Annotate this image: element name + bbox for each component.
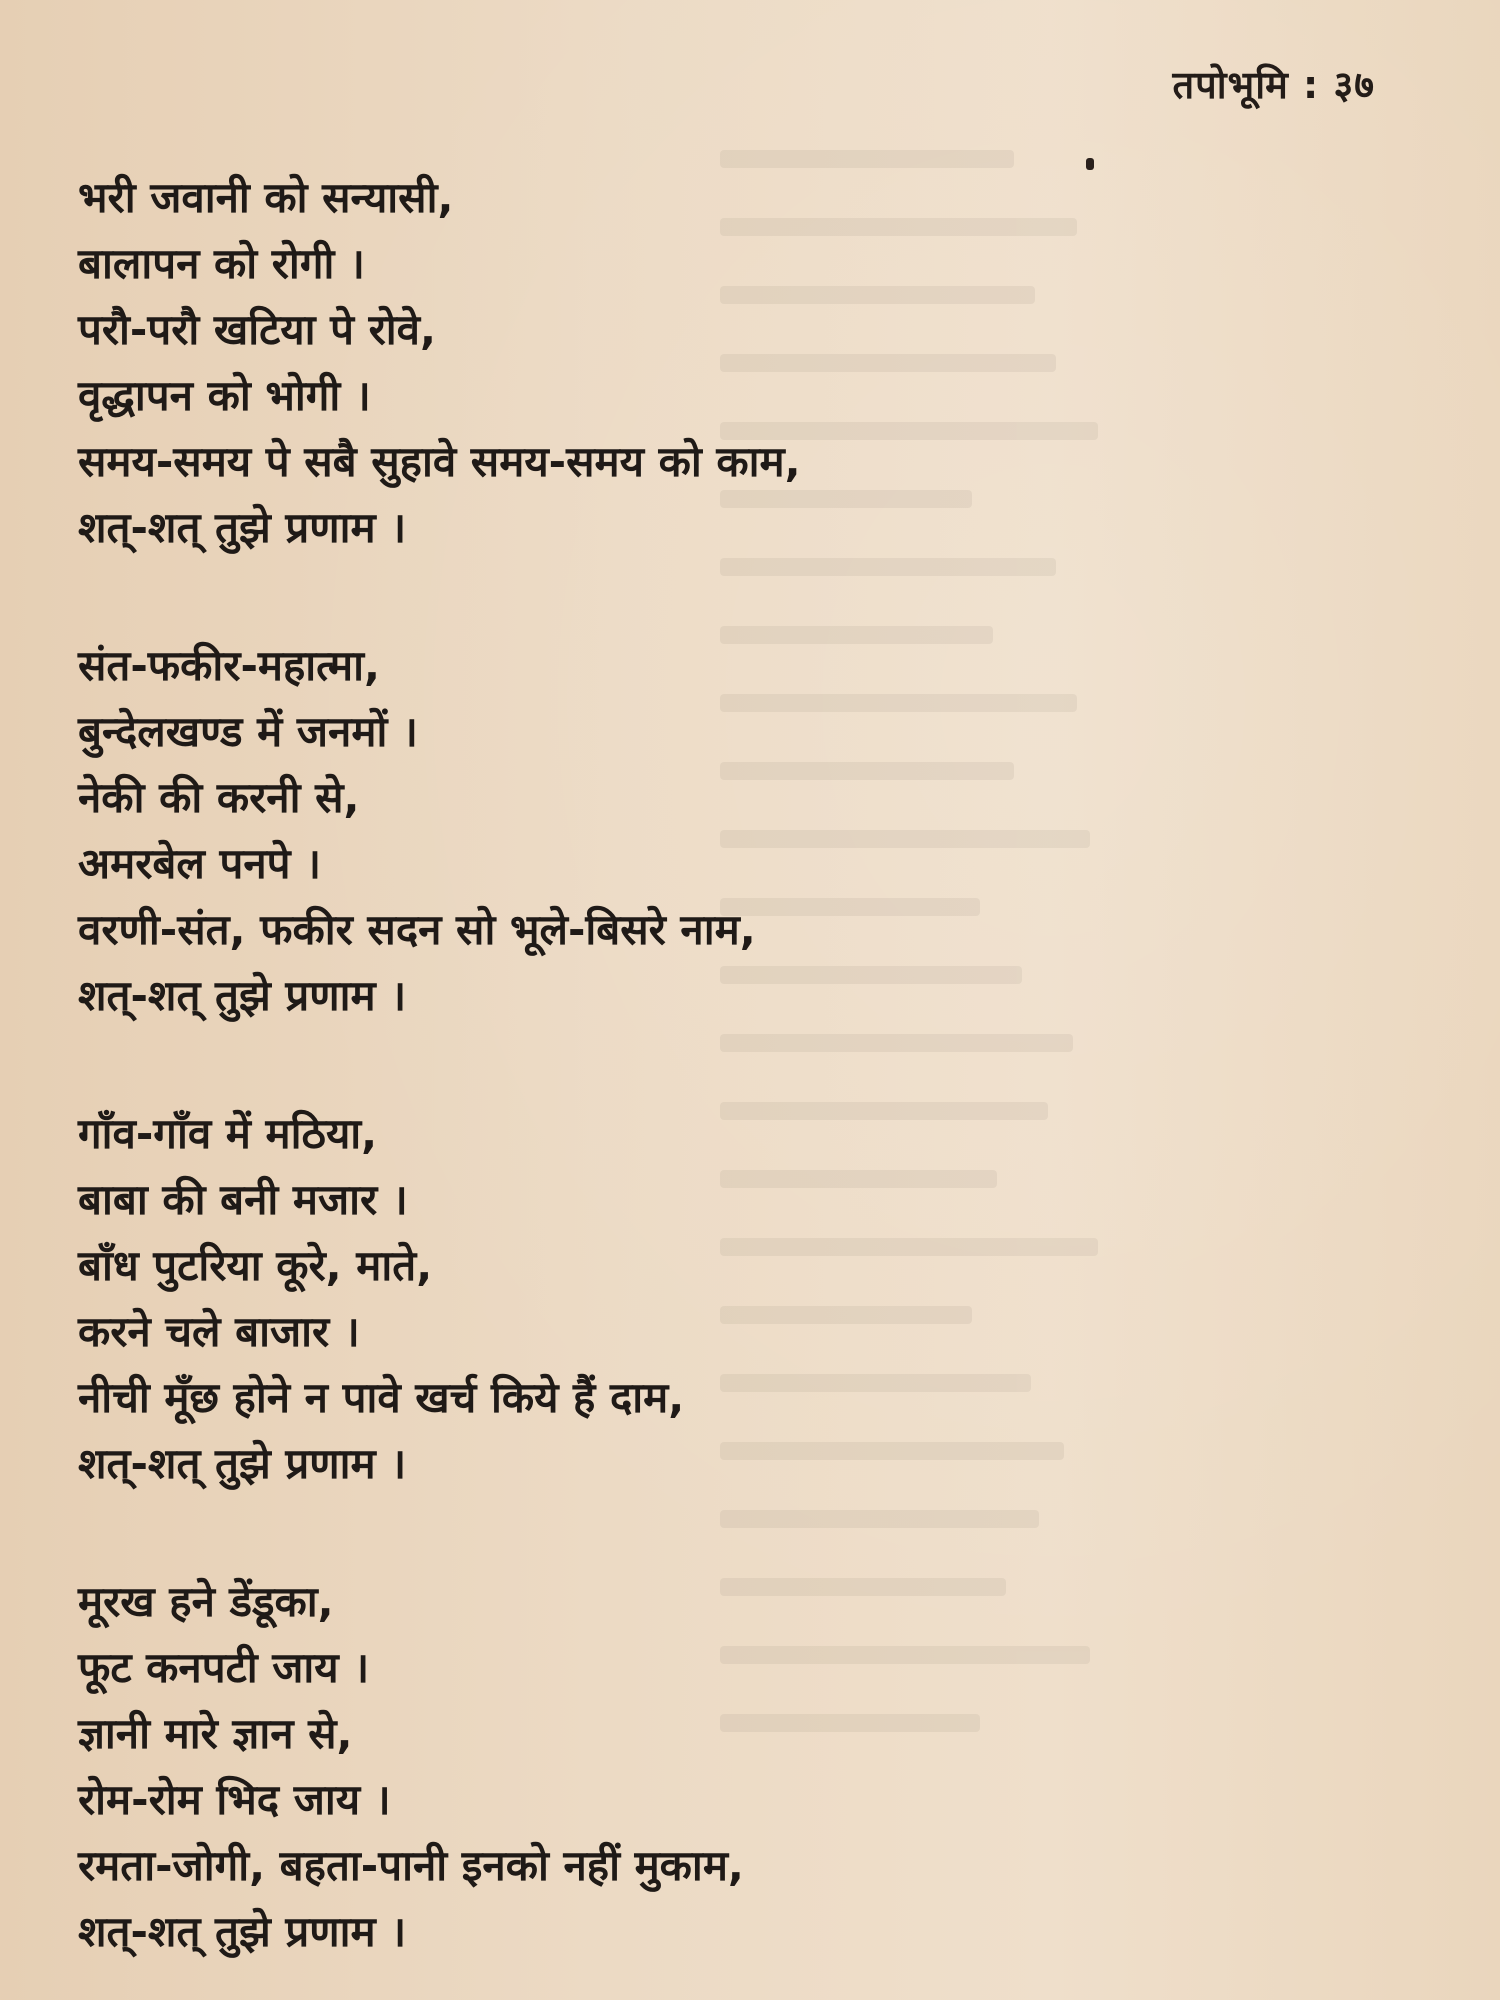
poem-line: वरणी-संत, फकीर सदन सो भूले-बिसरे नाम, xyxy=(78,905,756,954)
poem-refrain: शत्-शत् तुझे प्रणाम । xyxy=(78,1439,407,1488)
poem-refrain: शत्-शत् तुझे प्रणाम । xyxy=(78,1907,407,1956)
poem-line: संत-फकीर-महात्मा, xyxy=(78,641,380,690)
poem-line: बाबा की बनी मजार । xyxy=(78,1175,408,1224)
poem-line: करने चले बाजार । xyxy=(78,1307,360,1356)
poem-line: भरी जवानी को सन्यासी, xyxy=(78,173,454,222)
poem-line: परौ-परौ खटिया पे रोवे, xyxy=(78,305,436,354)
poem-line: गाँव-गाँव में मठिया, xyxy=(78,1109,378,1158)
running-header: तपोभूमि : ३७ xyxy=(1172,63,1375,107)
poem-line: बाँध पुटरिया कूरे, माते, xyxy=(78,1241,433,1290)
poem-line: समय-समय पे सबै सुहावे समय-समय को काम, xyxy=(78,437,801,486)
stanza xyxy=(78,165,1378,561)
poem-line: बुन्देलखण्ड में जनमों । xyxy=(78,707,418,756)
stanza xyxy=(78,1569,1378,1965)
poem-line: मूरख हने डेंडूका, xyxy=(78,1577,334,1626)
poem xyxy=(78,165,1378,2000)
poem-line: रोम-रोम भिद जाय । xyxy=(78,1775,391,1824)
poem-line: बालापन को रोगी । xyxy=(78,239,365,288)
poem-refrain: शत्-शत् तुझे प्रणाम । xyxy=(78,971,407,1020)
poem-line: नीची मूँछ होने न पावे खर्च किये हैं दाम, xyxy=(78,1373,685,1422)
poem-line: रमता-जोगी, बहता-पानी इनको नहीं मुकाम, xyxy=(78,1841,744,1890)
stanza xyxy=(78,633,1378,1029)
stanza xyxy=(78,1101,1378,1497)
poem-line: वृद्धापन को भोगी । xyxy=(78,371,371,420)
poem-refrain: शत्-शत् तुझे प्रणाम । xyxy=(78,503,407,552)
poem-line: नेकी की करनी से, xyxy=(78,773,360,822)
poem-line: अमरबेल पनपे । xyxy=(78,839,322,888)
poem-line: फूट कनपटी जाय । xyxy=(78,1643,370,1692)
poem-line: ज्ञानी मारे ज्ञान से, xyxy=(78,1709,353,1758)
